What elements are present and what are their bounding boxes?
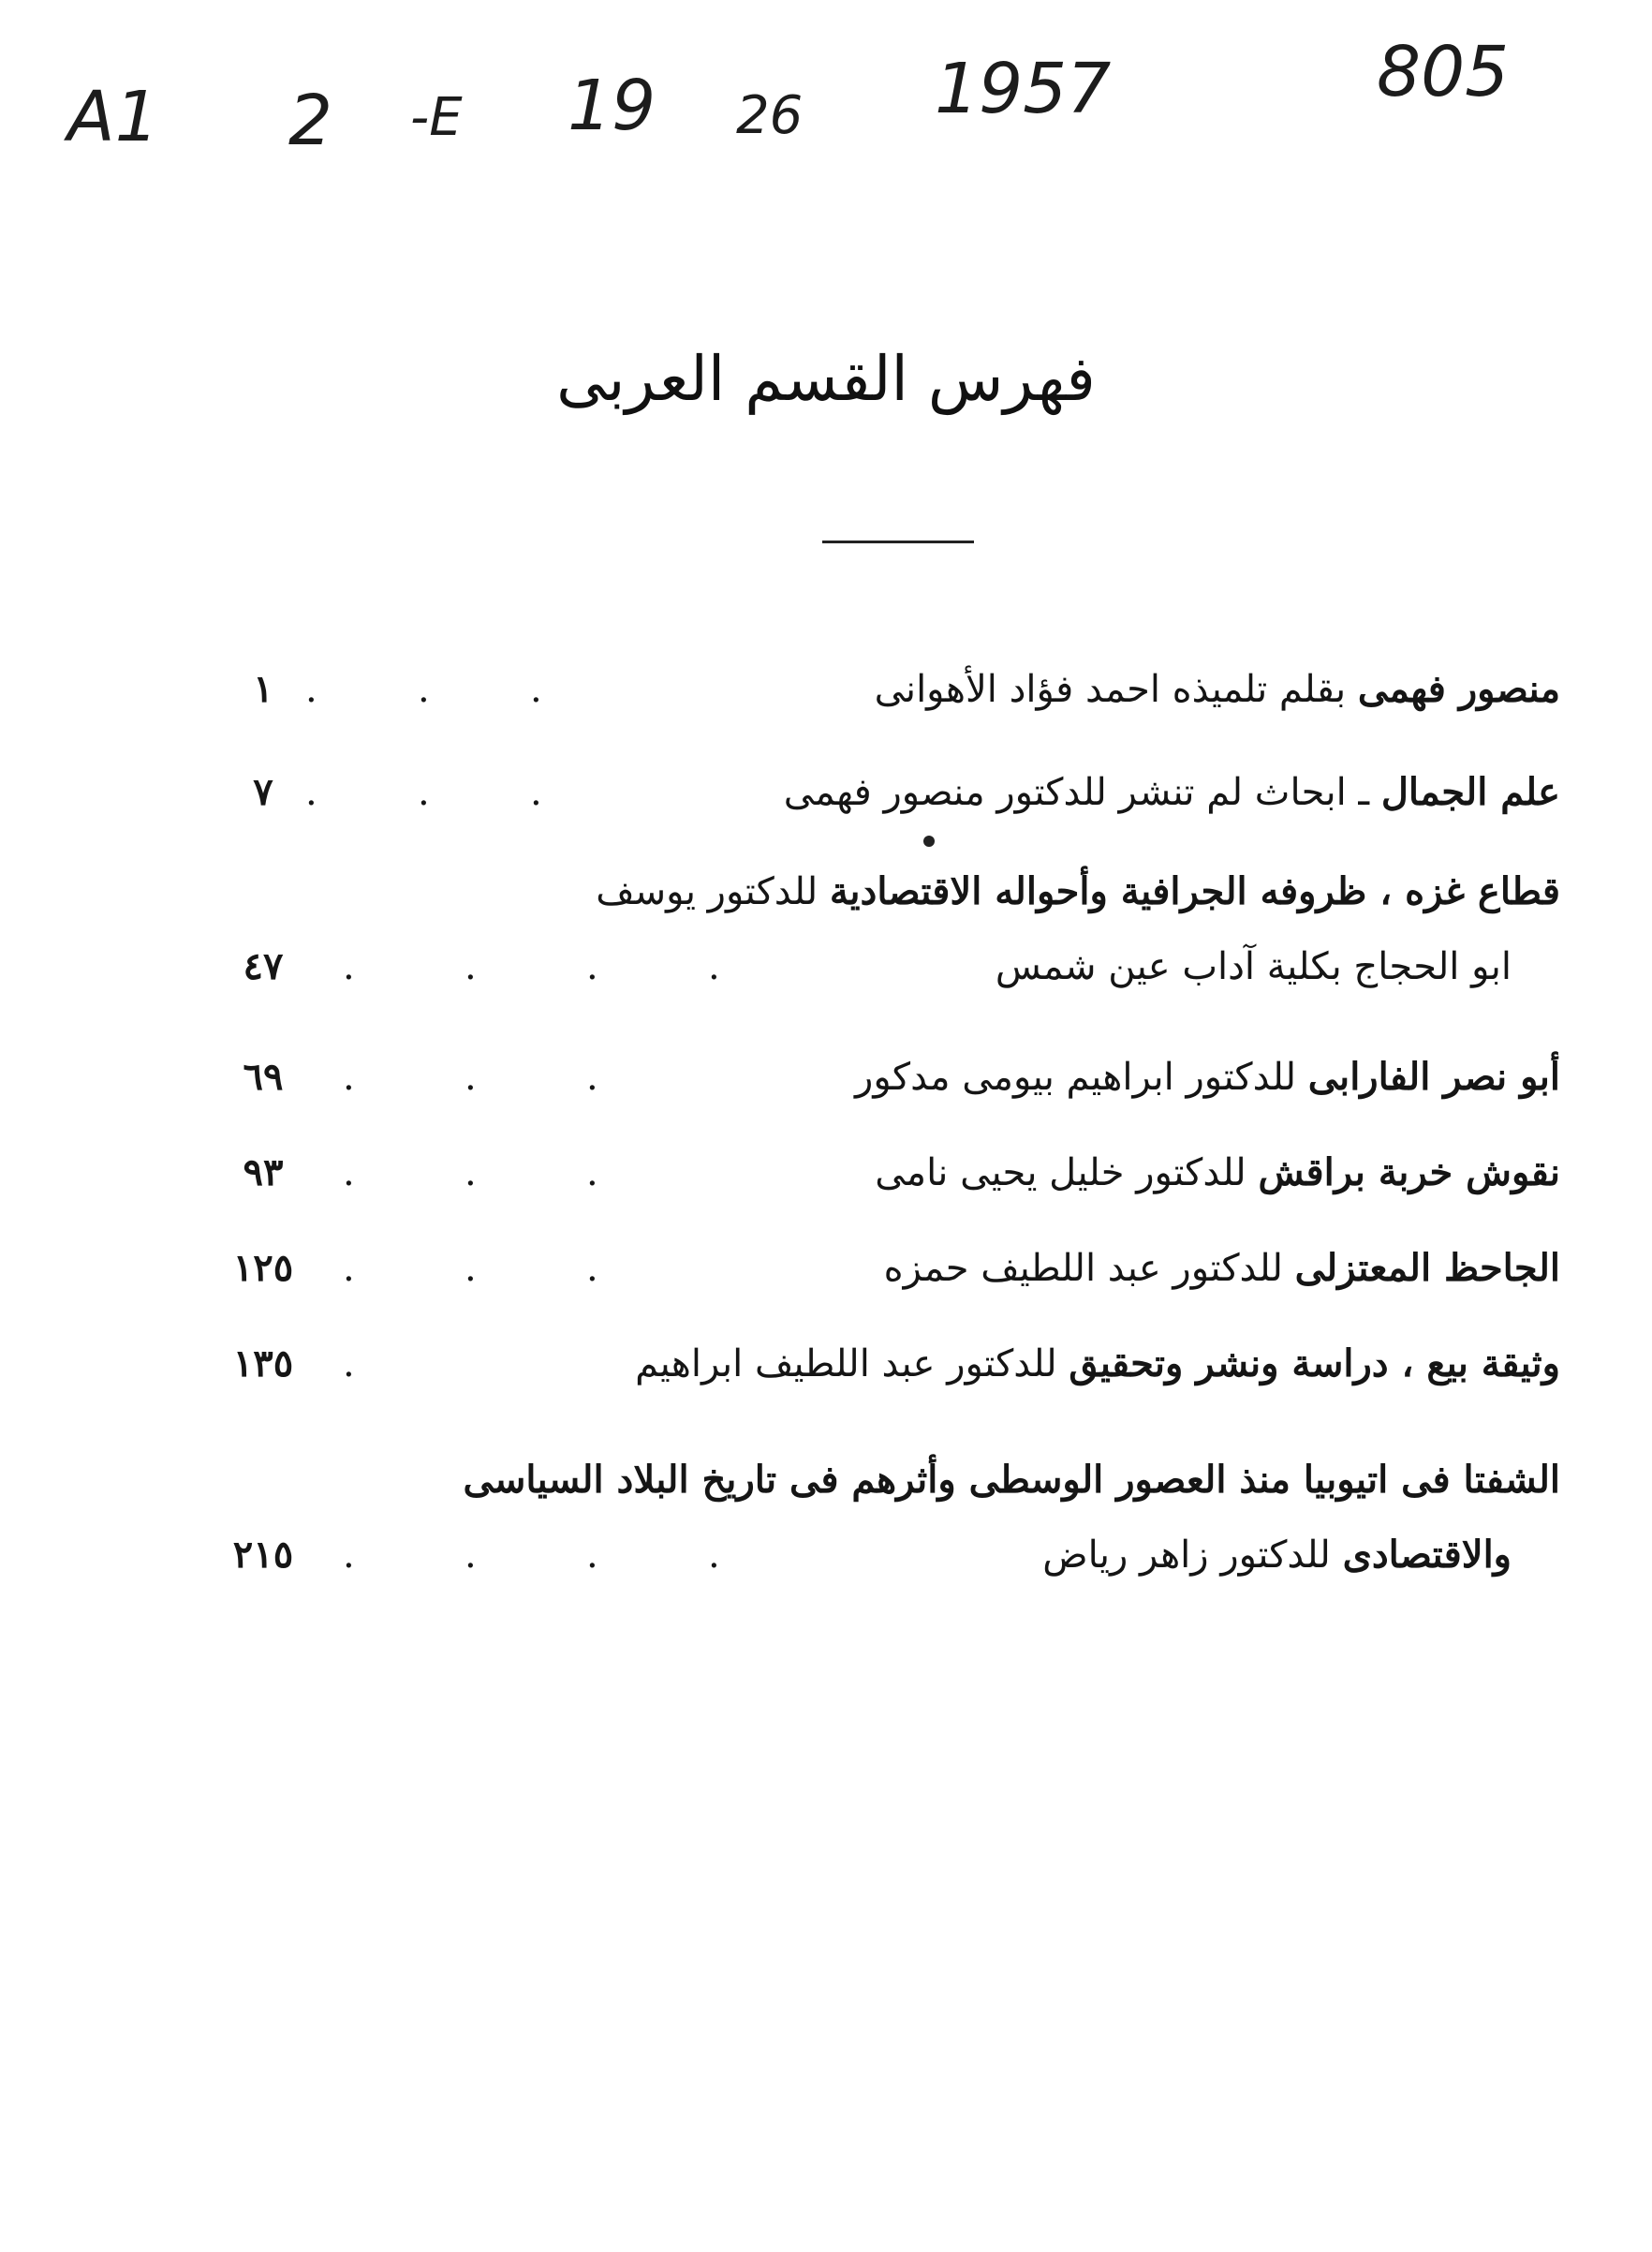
entry-author: للدكتور يوسف xyxy=(596,870,830,913)
entry-continuation xyxy=(1042,1518,1512,1593)
dot-leader: . . . xyxy=(305,771,542,814)
toc-entry xyxy=(221,854,1560,1004)
page-number: ١ xyxy=(253,667,273,711)
toc-entry xyxy=(221,1443,1560,1593)
dot-leader: . . . xyxy=(305,668,542,711)
entry-author: ـ ابحاث لم تنشر للدكتور منصور فهمى xyxy=(783,771,1381,814)
entry-author: للدكتور ابراهيم بيومى مدكور xyxy=(855,1056,1308,1099)
entry-title: نقوش خربة براقش xyxy=(1258,1150,1560,1194)
entry-text xyxy=(784,755,1560,830)
entry-title: وثيقة بيع ، دراسة ونشر وتحقيق xyxy=(1069,1341,1560,1385)
toc-entry xyxy=(221,1326,1560,1401)
toc-continuation-line xyxy=(221,1518,1560,1593)
dot-leader: . . . . xyxy=(343,945,720,988)
handwritten-note-805: 805 xyxy=(1377,32,1510,112)
page-number: ٧ xyxy=(253,770,273,814)
entry-title: منصور فهمى xyxy=(1357,667,1560,711)
page-title: فهرس القسم العربى xyxy=(556,343,1096,415)
title-divider xyxy=(822,541,974,543)
handwritten-note-a1: A1 xyxy=(67,77,159,157)
entry-title-continuation: والاقتصادى xyxy=(1342,1533,1512,1577)
toc-entry xyxy=(221,1040,1560,1115)
entry-text xyxy=(463,1443,1560,1518)
entry-author: للدكتور زاهر رياض xyxy=(1042,1533,1343,1577)
entry-continuation: ابو الحجاج بكلية آداب عين شمس xyxy=(995,945,1512,988)
handwritten-note-e: -E xyxy=(410,87,463,148)
dot-leader: . . . xyxy=(343,1151,598,1194)
toc-continuation-line xyxy=(221,929,1560,1004)
entry-author: للدكتور عبد اللطيف ابراهيم xyxy=(635,1342,1069,1385)
entry-title: قطاع غزه ، ظروفه الجرافية وأحواله الاقتصادية xyxy=(829,869,1560,913)
entry-text xyxy=(635,1326,1560,1401)
toc-line xyxy=(221,1443,1560,1518)
entry-text xyxy=(855,1040,1560,1115)
handwritten-note-26: 26 xyxy=(736,85,804,146)
dot-leader: . xyxy=(343,1342,355,1385)
dot-leader: . . . xyxy=(343,1247,598,1290)
entry-author: للدكتور عبد اللطيف حمزه xyxy=(883,1247,1295,1290)
entry-author: للدكتور خليل يحيى نامى xyxy=(875,1151,1259,1194)
toc-entry xyxy=(221,755,1560,830)
toc-entry xyxy=(221,1231,1560,1306)
toc-line xyxy=(221,755,1560,830)
toc-line xyxy=(221,1231,1560,1306)
handwritten-note-year: 1957 xyxy=(935,49,1112,129)
page-number: ٩٣ xyxy=(243,1150,284,1194)
page-number: ٢١٥ xyxy=(232,1533,294,1577)
toc-line xyxy=(221,1040,1560,1115)
page-number: ١٣٥ xyxy=(232,1341,294,1385)
entry-title: الجاحظ المعتزلى xyxy=(1294,1246,1560,1290)
page-number: ٦٩ xyxy=(243,1055,284,1099)
ink-speck xyxy=(923,836,935,847)
entry-title: علم الجمال xyxy=(1380,770,1560,814)
entry-title: أبو نصر الفارابى xyxy=(1307,1055,1560,1099)
page-number: ٤٧ xyxy=(243,944,284,988)
page-number: ١٢٥ xyxy=(232,1246,294,1290)
toc-line xyxy=(221,1135,1560,1210)
entry-title: الشفتا فى اتيوبيا منذ العصور الوسطى وأثرهم فى تاريخ البلاد السياسى xyxy=(463,1458,1560,1502)
dot-leader: . . . xyxy=(343,1056,598,1099)
entry-text xyxy=(884,1231,1560,1306)
entry-author: بقلم تلميذه احمد فؤاد الأهوانى xyxy=(874,668,1358,711)
handwritten-note-2: 2 xyxy=(288,81,333,161)
entry-text xyxy=(875,652,1560,727)
toc-line xyxy=(221,854,1560,929)
toc-entry xyxy=(221,1135,1560,1210)
toc-entry xyxy=(221,652,1560,727)
toc-line xyxy=(221,1326,1560,1401)
handwritten-note-19: 19 xyxy=(568,66,656,146)
dot-leader: . . . . xyxy=(343,1533,720,1577)
toc-line xyxy=(221,652,1560,727)
entry-text xyxy=(596,854,1560,929)
entry-text xyxy=(875,1135,1560,1210)
